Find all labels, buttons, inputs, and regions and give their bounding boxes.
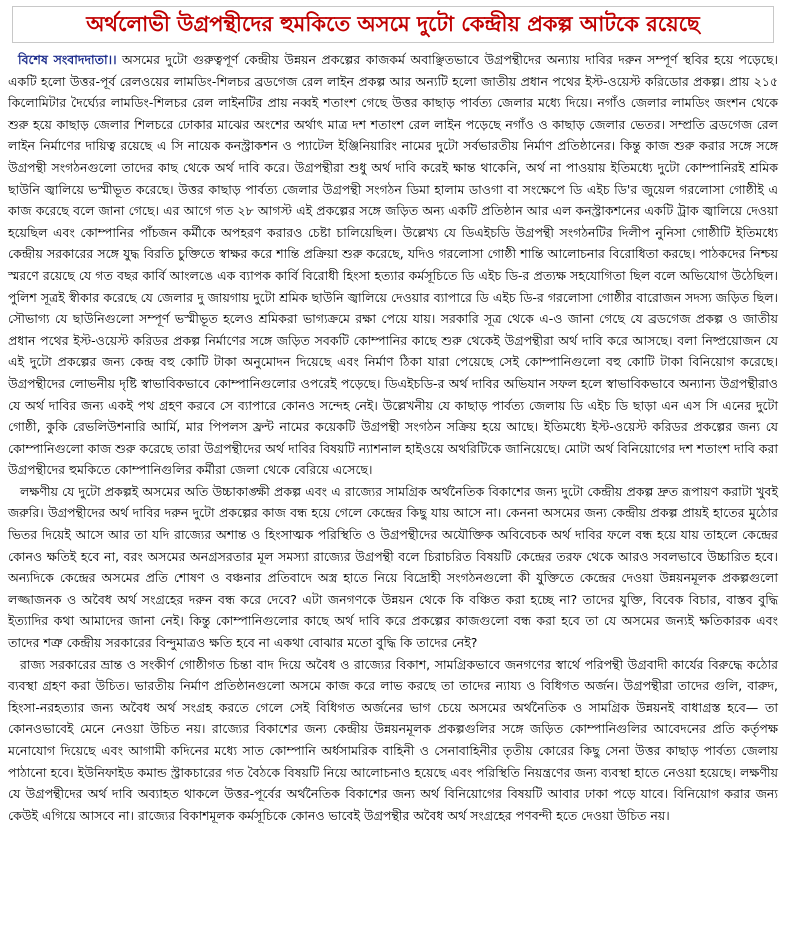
article-body (8, 49, 778, 826)
headline-box (12, 6, 774, 43)
paragraph-1-text: অসমের দুটো গুরুত্বপূর্ণ কেন্দ্রীয় উন্নয়ন প্রকল্পের কাজকর্ম অবাঞ্ছিতভাবে উগ্রপন্থীদের অন্যায় দাবির দরুন সম্পূর্ণ স্থবির হয়ে পড়েছে। একটি হলো উত্তর-পূর্ব রেলওয়ের লামডিং-শিলচর ব্রডগেজ রেল লাইন প্রকল্প আর অন্যটি হলো জাতীয় প্রধান পথের ইস্ট-ওয়েস্ট করিডোর প্রকল্প। প্রায় ২১৫ কিলোমিটার দৈর্ঘ্যের লামডিং-শিলচর রেল লাইনটির প্রায় নব্বই শতাংশ গেছে উত্তর কাছাড় পার্বত্য জেলার মধ্যে দিয়ে। নগাঁও জেলার লামডিং জংশন থেকে শুরু হয়ে কাছাড় জেলার শিলচরে ঢোকার মাঝের অংশের অর্থাৎ মাত্র দশ শতাংশ রেল লাইন পড়েছে নগাঁও ও কাছাড় জেলার ভেতর। সম্প্রতি ব্রডগেজ রেল লাইন নির্মাণের দায়িত্ব রয়েছে এ সি নায়েক কনস্ট্রাকশন ও প্যাটেল ইঞ্জিনিয়ারিং নামের দুটো সর্বভারতীয় নির্মাণ প্রতিষ্ঠানের। কিন্তু কাজ শুরু করার সঙ্গে সঙ্গে উগ্রপন্থী সংগঠনগুলো তাদের কাছ থেকে অর্থ দাবি করে। উগ্রপন্থীরা শুধু অর্থ দাবি করেই ক্ষান্ত থাকেনি, অর্থ না পাওয়ায় ইতিমধ্যে দুটো কোম্পানিরই শ্রমিক ছাউনি জ্বালিয়ে ভস্মীভূত করেছে। উত্তর কাছাড় পার্বত্য জেলার উগ্রপন্থী সংগঠন ডিমা হালাম ডাওগা বা সংক্ষেপে ডি এইচ ডি'র জুয়েল গরলোসা গোষ্ঠীই এ কাজ করেছে বলে জানা গেছে। এর আগে গত ২৮ আগস্ট এই প্রকল্পের সঙ্গে জড়িত অন্য একটি প্রতিষ্ঠান আর এল কনস্ট্রাকশনের একটি ট্রাক জ্বালিয়ে দেওয়া হয়েছিল এবং কোম্পানির পাঁচজন কর্মীকে অপহরণ করারও চেষ্টা চালিয়েছিল। উল্লেখ্য যে ডিএইচডি উগ্রপন্থী সংগঠনটির দিলীপ নুনিসা গোষ্ঠীটি ইতিমধ্যে কেন্দ্রীয় সরকারের সঙ্গে যুদ্ধ বিরতি চুক্তিতে স্বাক্ষর করে শান্তি প্রক্রিয়া শুরু করেছে, যদিও গরলোসা গোষ্ঠী শান্তি আলোচনার বিরোধিতা করছে। পাঠকদের নিশ্চয় স্মরণে রয়েছে যে গত বছর কার্বি আংলঙে এক ব্যাপক কার্বি বিরোধী হিংসা হত্যার কর্মসূচিতে ডি এইচ ডি-র প্রত্যক্ষ সহযোগিতা ছিল বলে অভিযোগ উঠেছিল। পুলিশ সূত্রই স্বীকার করেছে যে জেলার দু জায়গায় দুটো শ্রমিক ছাউনি জ্বালিয়ে দেওয়ার ব্যাপারে ডি এইচ ডি-র গরলোসা গোষ্ঠীর বারোজন সদস্য জড়িত ছিল। সৌভাগ্য যে ছাউনিগুলো সম্পূর্ণ ভস্মীভূত হলেও শ্রমিকরা ভাগ্যক্রমে রক্ষা পেয়ে যায়। সরকারি সূত্র থেকে এ-ও জানা গেছে যে ব্রডগেজ প্রকল্প ও জাতীয় প্রধান পথের ইস্ট-ওয়েস্ট করিডর প্রকল্প নির্মাণের সঙ্গে জড়িত সবকটি কোম্পানির কাছে শুরু থেকেই উগ্রপন্থীরা অর্থ দাবি করে আসছে। বলা নিষ্প্রয়োজন যে এই দুটো প্রকল্পের জন্য কেন্দ্র বহু কোটি টাকা অনুমোদন দিয়েছে এবং নির্মাণ ঠিকা যারা পেয়েছে সেই কোম্পানিগুলো বহু কোটি টাকা বিনিয়োগ করেছে। উগ্রপন্থীদের লোভনীয় দৃষ্টি স্বাভাবিকভাবে কোম্পানিগুলোর ওপরেই পড়েছে। ডিএইচডি-র অর্থ দাবির অভিযান সফল হলে স্বাভাবিকভাবে অন্যান্য উগ্রপন্থীরাও যে অর্থ দাবির জন্য একই পথ গ্রহণ করবে সে ব্যাপারে কোনও সন্দেহ নেই। উল্লেখনীয় যে কাছাড় পার্বত্য জেলায় ডি এইচ ডি ছাড়া এন এস সি এনের দুটো গোষ্ঠী, কুকি রেভলিউশনারি আর্মি, মার পিপলস ফ্রন্ট নামের কয়েকটি উগ্রপন্থী সংগঠন সক্রিয় হয়ে আছে। ইতিমধ্যে ইস্ট-ওয়েস্ট করিডর প্রকল্পের জন্য যে কোম্পানিগুলো কাজ শুরু করেছে তারা উগ্রপন্থীদের অর্থ দাবির বিষয়টি ন্যাশনাল হাইওয়ে অথরিটিকে জানিয়েছে। মোটা অর্থ বিনিয়োগের দশ শতাংশ দাবি করা উগ্রপন্থীদের হুমকিতে কোম্পানিগুলির কর্মীরা জেলা থেকে বেরিয়ে এসেছে। (8, 52, 779, 478)
article-paragraph-1 (8, 49, 778, 481)
article-paragraph-3: রাজ্য সরকারের ভ্রান্ত ও সংকীর্ণ গোষ্ঠীগত চিন্তা বাদ দিয়ে অবৈধ ও রাজ্যের বিকাশ, সামগ্রিকভাবে জনগণের স্বার্থে পরিপন্থী উগ্রবাদী কার্যের বিরুদ্ধে কঠোর ব্যবস্থা গ্রহণ করা উচিত। ভারতীয় নির্মাণ প্রতিষ্ঠানগুলো অসমে কাজ করে লাভ করছে তা তাদের ন্যায্য ও বিধিগত অর্জন। উগ্রপন্থীরা তাদের গুলি, বারুদ, হিংসা-নরহত্যার জন্য অবৈধ অর্থ সংগ্রহ করতে গেলে সেই বিধিগত অর্জনের ভাগ চেয়ে অসমের অর্থনৈতিক ও সামগ্রিক উন্নয়নই বাধাগ্রস্ত হবে— তা কোনওভাবেই মেনে নেওয়া উচিত নয়। রাজ্যের বিকাশের জন্য কেন্দ্রীয় উন্নয়নমূলক প্রকল্পগুলির সঙ্গে জড়িত কোম্পানিগুলির আবেদনের প্রতি কর্তৃপক্ষ মনোযোগ দিয়েছে এবং আগামী কদিনের মধ্যে সাত কোম্পানি অর্ধসামরিক বাহিনী ও সেনাবাহিনীর তৃতীয় কোরের কিছু সেনা উত্তর কাছাড় পার্বত্য জেলায় পাঠানো হবে। ইউনিফাইড কমান্ড স্ট্রাকচারের গত বৈঠকে বিষয়টি নিয়ে আলোচনাও হয়েছে এবং পরিস্থিতি নিয়ন্ত্রণের জন্য ব্যবস্থা হাতে নেওয়া হয়েছে। লক্ষণীয় যে উগ্রপন্থীদের অর্থ দাবি অব্যাহত থাকলে উত্তর-পূর্বের অর্থনৈতিক বিকাশের জন্য অর্থ বিনিয়োগের বিষয়টি আবার ঢাকা পড়ে যাবে। বিনিয়োগ করার জন্য কেউই এগিয়ে আসবে না। রাজ্যের বিকাশমূলক কর্মসূচিকে কোনও ভাবেই উগ্রপন্থীর অবৈধ অর্থ সংগ্রহের পণবন্দী হতে দেওয়া উচিত নয়। (8, 656, 778, 823)
byline: বিশেষ সংবাদদাতা।। (18, 52, 117, 67)
headline: অর্থলোভী উগ্রপন্থীদের হুমকিতে অসমে দুটো কেন্দ্রীয় প্রকল্প আটকে রয়েছে (86, 12, 700, 36)
article-paragraph-2: লক্ষণীয় যে দুটো প্রকল্পই অসমের অতি উচ্চাকাঙ্ক্ষী প্রকল্প এবং এ রাজ্যের সামগ্রিক অর্থনৈতিক বিকাশের জন্য দুটো কেন্দ্রীয় প্রকল্প দ্রুত রূপায়ণ করাটা খুবই জরুরি। উগ্রপন্থীদের অর্থ দাবির দরুন দুটো প্রকল্পের কাজ বন্ধ হয়ে গেলে কেন্দ্রের কিছু যায় আসে না। কেননা অসমের জন্য কেন্দ্রীয় প্রকল্প প্রায়ই হাতের মুঠোর ভিতর দিয়েই আসে আর তা যদি রাজ্যের অশান্ত ও হিংসাত্মক পরিস্থিতি ও উগ্রপন্থীদের অযৌক্তিক অবিবেচক অর্থ দাবির ফলে বন্ধ হয়ে যায় তাহলে কেন্দ্রের কোনও ক্ষতিই হবে না, বরং অসমের অনগ্রসরতার মূল সমস্যা রাজ্যের উগ্রপন্থী বলে চিরাচরিত বিষয়টি কেন্দ্রের তরফ থেকে আরও সবলভাবে উচ্চারিত হবে। অন্যদিকে কেন্দ্রের অসমের প্রতি শোষণ ও বঞ্চনার প্রতিবাদে অস্ত্র হাতে নিয়ে বিদ্রোহী সংগঠনগুলো কী যুক্তিতে কেন্দ্রের দেওয়া উন্নয়নমূলক প্রকল্পগুলো লজ্জাজনক ও অবৈধ অর্থ সংগ্রহের দরুন বন্ধ করে দেবে? এটা জনগণকে উন্নয়ন থেকে কি বঞ্চিত করা হচ্ছে না? তাদের যুক্তি, বিবেক বিচার, বাস্তব বুদ্ধি ইত্যাদির কথা আমাদের জানা নেই। কিন্তু কোম্পানিগুলোর কাছে অর্থ দাবি করে প্রকল্পের কাজগুলো বন্ধ করা হবে তা যে অসমের জন্যই ক্ষতিকারক এবং তাদের শত্রু কেন্দ্রীয় সরকারের বিন্দুমাত্রও ক্ষতি হবে না একথা বোঝার মতো বুদ্ধি কি তাদের নেই? (8, 483, 778, 651)
